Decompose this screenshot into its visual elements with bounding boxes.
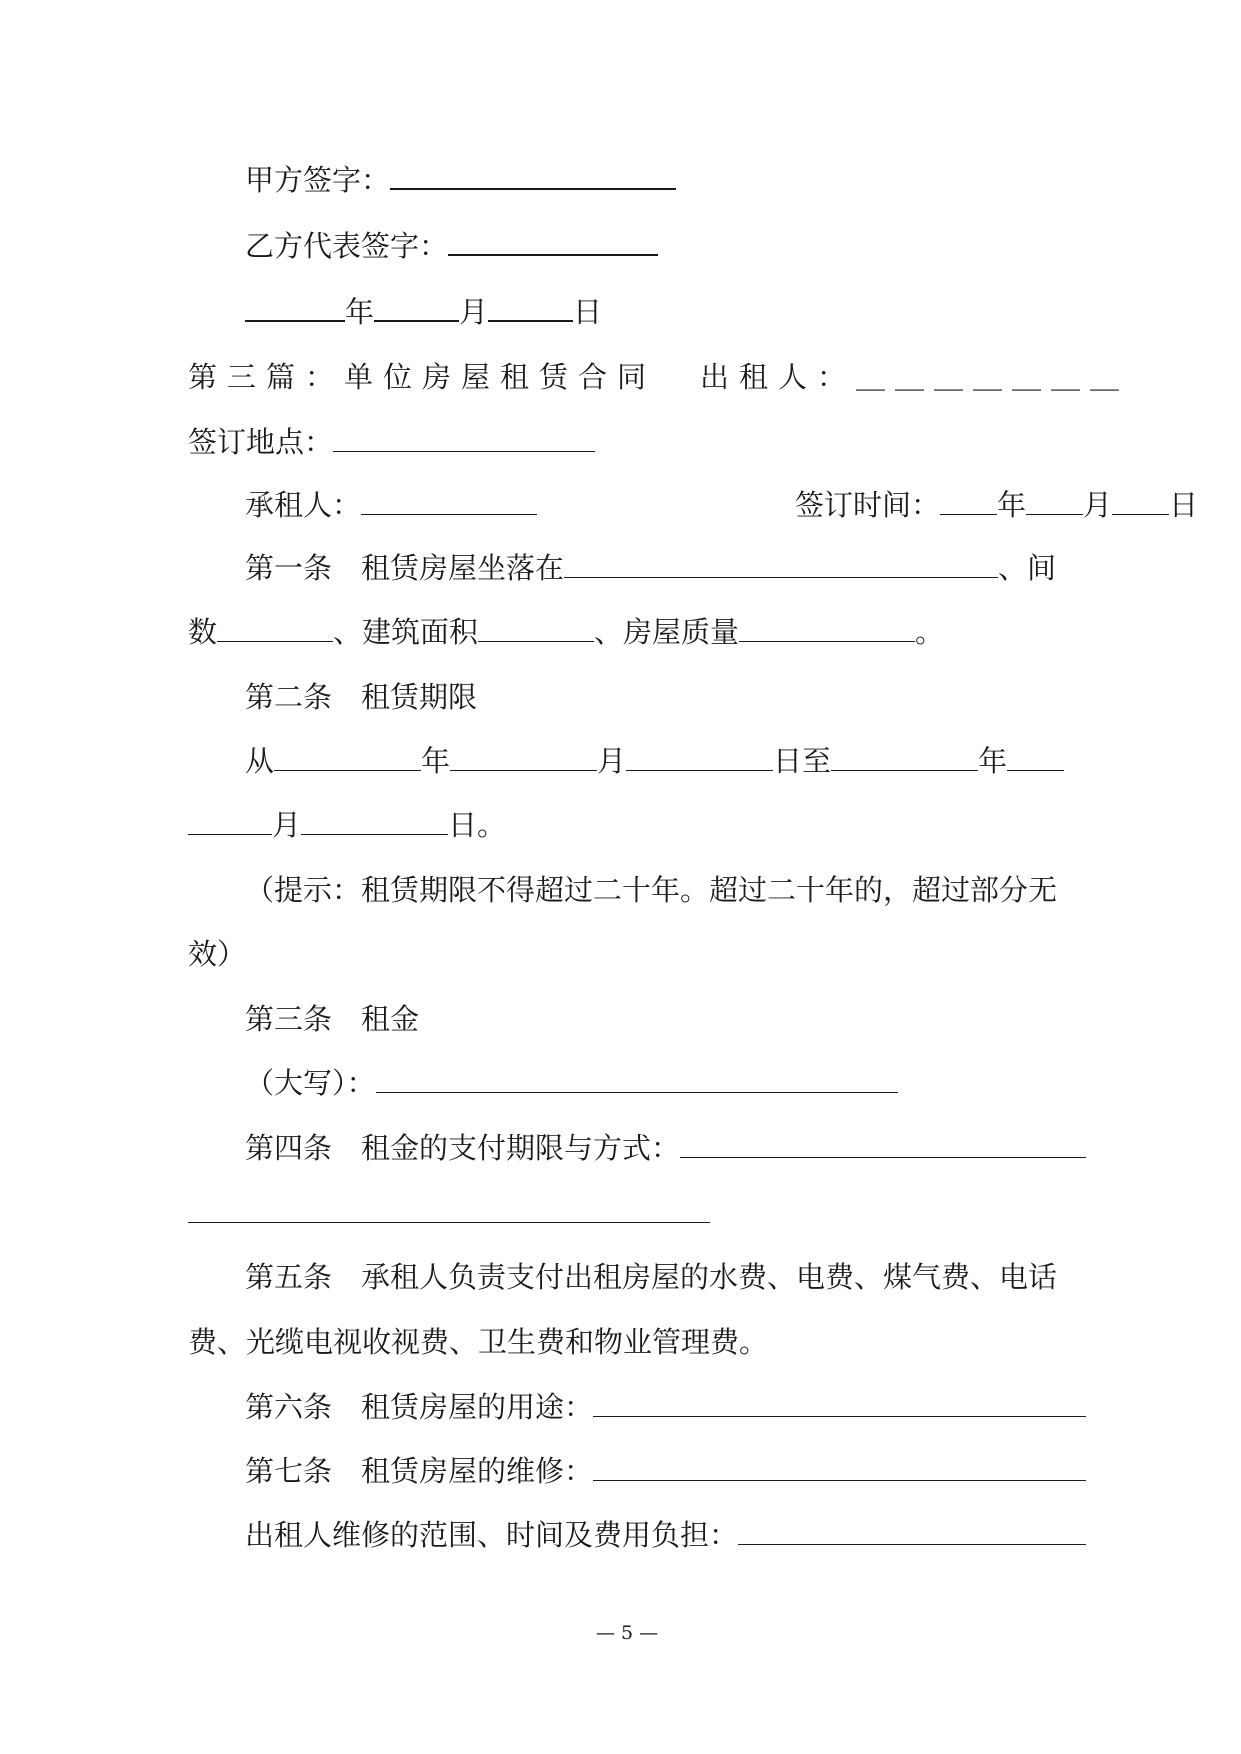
signing-time-day-label: 日: [1169, 488, 1199, 522]
term-start-day-label: 日至: [773, 744, 832, 778]
lessor-line: [700, 357, 1129, 397]
article-7-title: 租赁房屋的维修：: [361, 1454, 594, 1488]
signing-time-line: [795, 485, 1198, 525]
article-1-location-blank[interactable]: [564, 553, 998, 578]
term-start-month-blank[interactable]: [450, 746, 597, 771]
term-start-year-blank[interactable]: [274, 746, 421, 771]
article-1-area-blank[interactable]: [478, 617, 594, 642]
term-end-year-blank[interactable]: [831, 746, 978, 771]
page-number: — 5 —: [596, 1622, 659, 1644]
article-1-heading: 第一条: [245, 551, 333, 585]
lessor-label: 出租人：: [700, 360, 857, 394]
article-4-title: 租金的支付期限与方式：: [361, 1131, 681, 1165]
signing-place-line: [188, 422, 595, 462]
signing-time-year-label: 年: [997, 488, 1027, 522]
term-end-month-blank-b[interactable]: [188, 810, 272, 835]
article-2-hint-line-2: 效）: [188, 937, 247, 971]
signature-date-line: [245, 292, 602, 332]
signing-time-year-blank[interactable]: [940, 490, 997, 515]
article-5-line-2: 费、光缆电视收视费、卫生费和物业管理费。: [188, 1325, 769, 1359]
signing-time-day-blank[interactable]: [1112, 490, 1169, 515]
term-end-day-label: 日。: [448, 808, 507, 842]
article-1-rooms-blank[interactable]: [217, 617, 333, 642]
signature-day-blank[interactable]: [488, 296, 573, 322]
article-1-location-label: 租赁房屋坐落在: [361, 551, 565, 585]
party-a-signature-line: [245, 160, 676, 200]
article-1-line-2: [188, 612, 944, 652]
signature-month-label: 月: [459, 295, 489, 329]
article-1-line-1: [245, 548, 1056, 588]
term-end-day-blank[interactable]: [301, 810, 448, 835]
article-1-quality-label: 、房屋质量: [594, 615, 740, 649]
article-2-heading-line: [245, 677, 477, 717]
lessor-blank[interactable]: ＿＿＿＿＿＿＿: [856, 360, 1130, 394]
article-4-line-2: [188, 1193, 710, 1233]
signature-day-label: 日: [573, 295, 603, 329]
payment-terms-blank-b[interactable]: [188, 1198, 710, 1223]
article-1-quality-blank[interactable]: [739, 617, 915, 642]
lessee-blank[interactable]: [361, 490, 537, 515]
article-1-end: 。: [915, 615, 945, 649]
signature-month-blank[interactable]: [374, 296, 459, 322]
signature-year-label: 年: [345, 295, 375, 329]
signing-place-blank[interactable]: [333, 427, 595, 452]
rent-amount-blank[interactable]: [376, 1068, 898, 1093]
article-2-title: 租赁期限: [361, 680, 478, 714]
signing-time-month-label: 月: [1083, 488, 1113, 522]
article-4-line-1: [245, 1128, 1086, 1168]
term-end-year-label: 年: [978, 744, 1008, 778]
article-3-capital-line: [245, 1063, 898, 1103]
term-start-day-blank[interactable]: [626, 746, 773, 771]
signing-place-label: 签订地点：: [188, 425, 334, 459]
article-1-rooms-label-b: 数: [188, 615, 218, 649]
article-6-title: 租赁房屋的用途：: [361, 1390, 594, 1424]
article-6-heading: 第六条: [245, 1390, 333, 1424]
term-start-year-label: 年: [421, 744, 451, 778]
term-start-month-label: 月: [597, 744, 627, 778]
repair-scope-blank[interactable]: [738, 1520, 1086, 1545]
lessee-label: 承租人：: [245, 488, 362, 522]
signing-time-label: 签订时间：: [795, 488, 941, 522]
party-a-signature-label: 甲方签字：: [245, 163, 391, 197]
article-4-heading: 第四条: [245, 1131, 333, 1165]
repair-scope-label: 出租人维修的范围、时间及费用负担：: [245, 1518, 739, 1552]
article-3-capital-label: （大写）：: [245, 1066, 376, 1100]
article-3-heading-line: [245, 999, 419, 1039]
term-end-month-label: 月: [272, 808, 302, 842]
article-2-from: 从: [245, 744, 275, 778]
article-1-area-label: 、建筑面积: [333, 615, 479, 649]
article-5-text-1: 承租人负责支付出租房屋的水费、电费、煤气费、电话: [361, 1260, 1058, 1294]
signing-time-month-blank[interactable]: [1026, 490, 1083, 515]
repair-scope-line: [245, 1515, 1086, 1555]
party-b-signature-label: 乙方代表签字：: [245, 229, 449, 263]
article-6-line: [245, 1387, 1086, 1427]
party-b-signature-line: [245, 226, 658, 266]
signature-year-blank[interactable]: [245, 296, 345, 322]
maintenance-blank[interactable]: [593, 1456, 1086, 1481]
article-3-title: 租金: [361, 1002, 420, 1036]
article-2-term-line-1: [245, 741, 1064, 781]
article-1-rooms-label-a: 、间: [998, 551, 1057, 585]
party-b-signature-blank[interactable]: [448, 230, 658, 256]
section-title: 第三篇：单位房屋租赁合同: [188, 360, 657, 394]
term-end-month-blank-a[interactable]: [1007, 746, 1064, 771]
article-7-line: [245, 1451, 1086, 1491]
article-3-heading: 第三条: [245, 1002, 333, 1036]
article-2-term-line-2: [188, 805, 506, 845]
article-2-hint-line-1: （提示：租赁期限不得超过二十年。超过二十年的，超过部分无: [245, 873, 1058, 907]
article-5-line-1: [245, 1257, 1057, 1297]
article-5-heading: 第五条: [245, 1260, 333, 1294]
article-7-heading: 第七条: [245, 1454, 333, 1488]
article-2-heading: 第二条: [245, 680, 333, 714]
lessee-line: [245, 485, 537, 525]
payment-terms-blank-a[interactable]: [680, 1133, 1086, 1158]
party-a-signature-blank[interactable]: [390, 164, 676, 190]
usage-blank[interactable]: [593, 1392, 1086, 1417]
